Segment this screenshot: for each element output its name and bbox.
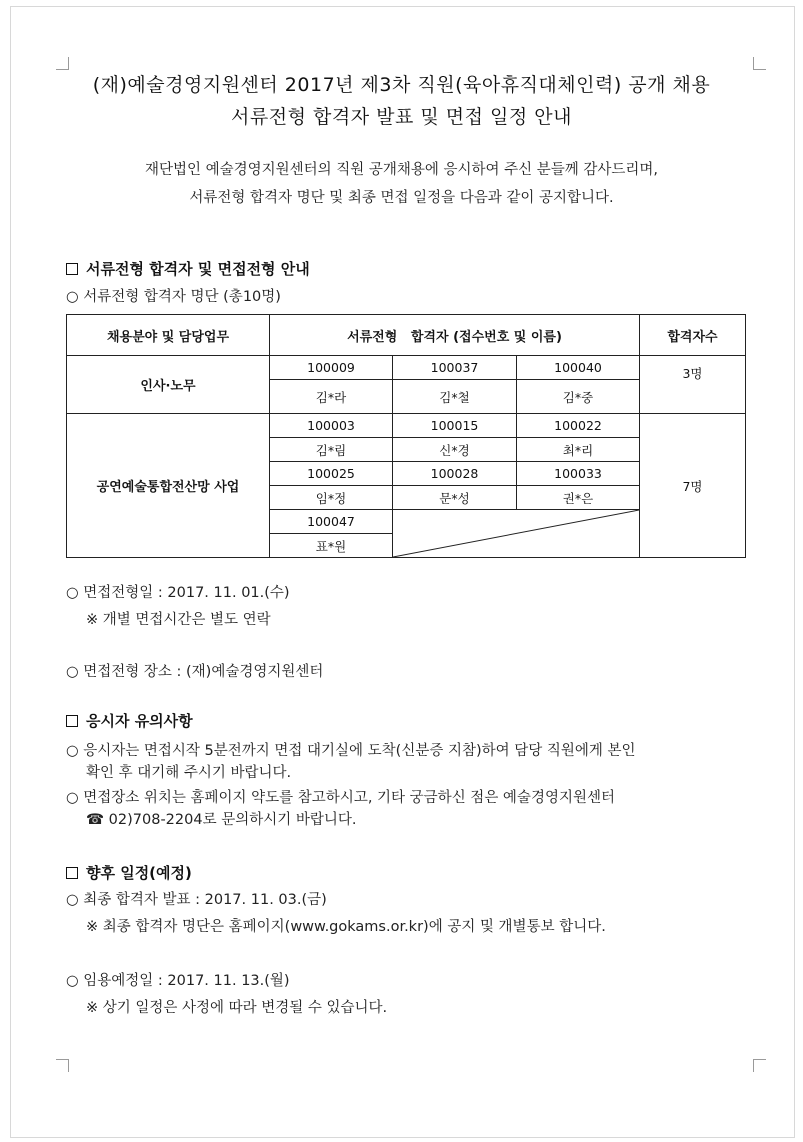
section1-list-title: ○ 서류전형 합격자 명단 (총10명) <box>66 289 281 305</box>
count-performing-arts: 7명 <box>640 414 746 558</box>
final-announce: ○ 최종 합격자 발표 : 2017. 11. 03.(금) <box>66 892 327 908</box>
header-category: 채용분야 및 담당업무 <box>67 315 270 356</box>
appoint-date: ○ 임용예정일 : 2017. 11. 13.(월) <box>66 973 290 989</box>
crop-mark-top-right <box>753 57 766 70</box>
final-note: ※ 최종 합격자 명단은 홈페이지(www.gokams.or.kr)에 공지 및 개별통보 합니다. <box>86 919 606 935</box>
section3-heading: 향후 일정(예정) <box>66 862 192 883</box>
table-cell: 100040 <box>517 356 640 380</box>
table-cell: 100003 <box>270 414 393 438</box>
section1-heading: 서류전형 합격자 및 면접전형 안내 <box>66 258 310 279</box>
table-cell: 100015 <box>393 414 517 438</box>
appoint-note: ※ 상기 일정은 사정에 따라 변경될 수 있습니다. <box>86 1000 388 1016</box>
document-title-line1: (재)예술경영지원센터 2017년 제3차 직원(육아휴직대체인력) 공개 채용 <box>92 74 711 96</box>
table-cell: 100037 <box>393 356 517 380</box>
table-cell: 100033 <box>517 462 640 486</box>
table-cell: 김*철 <box>393 380 517 414</box>
checkbox-square-icon <box>66 867 78 879</box>
table-cell: 표*원 <box>270 534 393 558</box>
header-applicants: 서류전형 합격자 (접수번호 및 이름) <box>270 315 640 356</box>
count-hr: 3명 <box>640 356 746 414</box>
section2-heading: 응시자 유의사항 <box>66 710 193 731</box>
crop-mark-top-left <box>56 57 69 70</box>
caution-item1-line1: ○ 응시자는 면접시작 5분전까지 면접 대기실에 도착(신분증 지참)하여 담당 직원에게 본인 <box>66 743 636 759</box>
interview-note: ※ 개별 면접시간은 별도 연락 <box>86 612 271 628</box>
table-cell: 권*은 <box>517 486 640 510</box>
diagonal-line <box>393 510 639 557</box>
checkbox-square-icon <box>66 263 78 275</box>
table-cell: 100009 <box>270 356 393 380</box>
table-cell: 임*정 <box>270 486 393 510</box>
checkbox-square-icon <box>66 715 78 727</box>
table-cell: 김*림 <box>270 438 393 462</box>
document-title-line2: 서류전형 합격자 발표 및 면접 일정 안내 <box>231 106 572 128</box>
header-count: 합격자수 <box>640 315 746 356</box>
table-cell: 100028 <box>393 462 517 486</box>
interview-place: ○ 면접전형 장소 : (재)예술경영지원센터 <box>66 664 324 680</box>
table-cell: 신*경 <box>393 438 517 462</box>
results-table <box>66 314 746 558</box>
intro-line2: 서류전형 합격자 명단 및 최종 면접 일정을 다음과 같이 공지합니다. <box>189 190 614 206</box>
interview-date: ○ 면접전형일 : 2017. 11. 01.(수) <box>66 585 290 601</box>
caution-item2-line1: ○ 면접장소 위치는 홈페이지 약도를 참고하시고, 기타 궁금하신 점은 예술경영지원센터 <box>66 790 615 806</box>
caution-item1-line2: 확인 후 대기해 주시기 바랍니다. <box>86 765 292 781</box>
table-cell: 김*중 <box>517 380 640 414</box>
table-cell: 100047 <box>270 510 393 534</box>
intro-line1: 재단법인 예술경영지원센터의 직원 공개채용에 응시하여 주신 분들께 감사드리며, <box>144 162 659 178</box>
caution-item2-line2: ☎ 02)708-2204로 문의하시기 바랍니다. <box>86 812 357 828</box>
table-cell: 최*리 <box>517 438 640 462</box>
table-cell: 100025 <box>270 462 393 486</box>
table-cell: 문*성 <box>393 486 517 510</box>
table-cell: 100022 <box>517 414 640 438</box>
category-hr: 인사·노무 <box>67 356 270 414</box>
category-performing-arts: 공연예술통합전산망 사업 <box>67 414 270 558</box>
crop-mark-bottom-right <box>753 1059 766 1072</box>
crop-mark-bottom-left <box>56 1059 69 1072</box>
table-cell: 김*라 <box>270 380 393 414</box>
empty-diagonal-cell <box>393 510 640 558</box>
